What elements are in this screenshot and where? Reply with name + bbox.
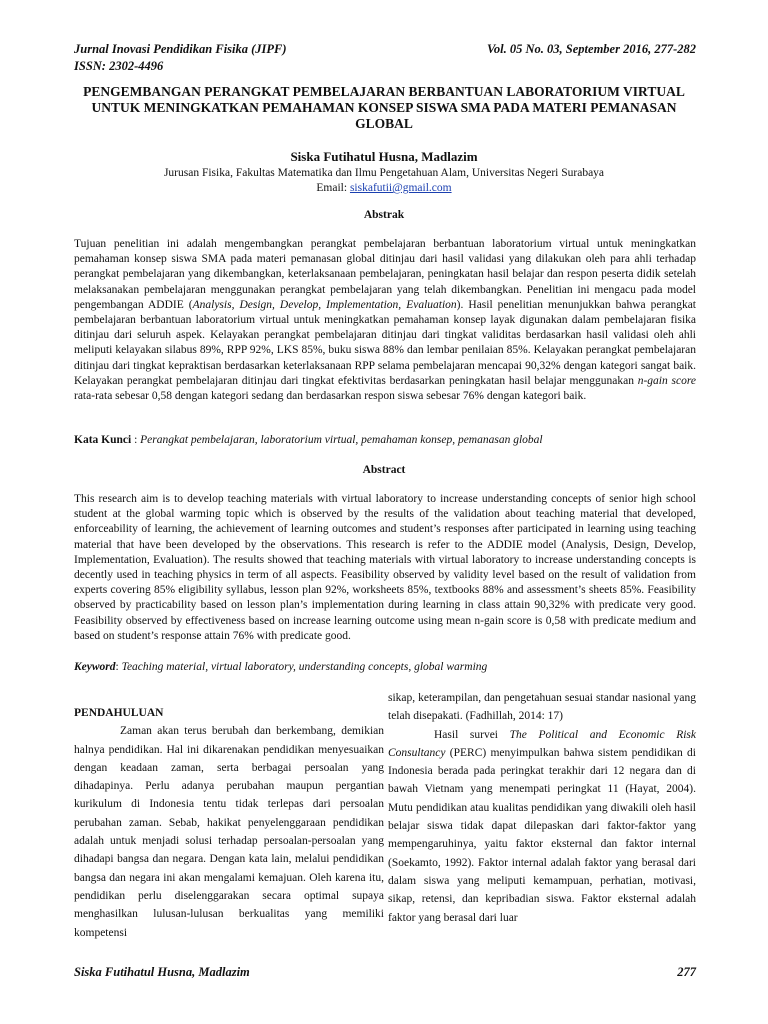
- p3-italic: The Political and Economic Risk Consultancy: [388, 728, 696, 759]
- affiliation: Jurusan Fisika, Fakultas Matematika dan Ilmu Pengetahuan Alam, Universitas Negeri Surabaya: [163, 167, 605, 179]
- pendahuluan-paragraph-2: sikap, keterampilan, dan pengetahuan sesuai standar nasional yang telah disepakati. (Fadhillah, 2014: 17): [388, 692, 696, 723]
- pendahuluan-paragraph-1: Zaman akan terus berubah dan berkembang, demikian halnya pendidikan. Hal ini dikarenakan pendidikan menyesuaikan dengan keadaan zaman, serta berbagai persoalan yang dihadapinya. Perlu adanya perubahan maupun pergantian kurikulum di Indonesia tentu tidak terlepas dari persoalan perubahan zaman. Sebab, hakikat penyelenggaraan pendidikan adalah untuk menjadi solusi terhadap persoalan-persoalan yang dihadapi bangsa dan negara. Dengan kata lain, melalui pendidikan bangsa dan negara ini akan mengalami kemajuan. Oleh karena itu, pendidikan perlu diselenggarakan secara optimal supaya menghasilkan lulusan-lulusan berkualitas yang memiliki kompetensi: [74, 725, 384, 939]
- p3-text: Hasil survei: [434, 728, 510, 741]
- p3-text: (PERC) menyimpulkan bahwa sistem pendidikan di Indonesia berada pada peringkat terakhir dari 12 negara dan di bawah Vietnam yang menempati peringkat 11 (Hayat, 2004). Mutu pendidikan atau kualitas pendidikan yang diwakili oleh hasil belajar siswa tidak dapat dilepaskan dari faktor-faktor yang mempengaruhinya, yaitu faktor eksternal dan faktor internal (Soekamto, 1992). Faktor internal adalah faktor yang berasal dari dalam siswa yang meliputi kemampuan, perhatian, motivasi, sikap, retensi, dan kepribadian siswa. Faktor eksternal adalah faktor yang berasal dari luar: [388, 746, 696, 924]
- paper-authors: Siska Futihatul Husna, Madlazim: [290, 149, 478, 164]
- abstrak-text-italic: Analysis, Design, Develop, Implementation, Evaluation: [192, 298, 457, 311]
- email-line: [0, 181, 768, 196]
- abstrak-text: [74, 237, 696, 404]
- keyword-value: Teaching material, virtual laboratory, understanding concepts, global warming: [121, 661, 488, 673]
- abstract-heading: Abstract: [362, 464, 406, 476]
- email-label: Email:: [316, 182, 350, 194]
- right-column: [388, 689, 696, 927]
- keyword-label: Keyword: [74, 661, 116, 673]
- kata-kunci-sep: :: [131, 434, 141, 446]
- journal-name: Jurnal Inovasi Pendidikan Fisika (JIPF): [74, 42, 287, 56]
- page-number: 277: [677, 965, 696, 979]
- running-footer: [74, 965, 696, 980]
- abstrak-text-italic: n-gain score: [637, 374, 696, 387]
- pendahuluan-paragraph-3: [388, 726, 696, 927]
- volume-info: Vol. 05 No. 03, September 2016, 277-282: [486, 42, 696, 56]
- kata-kunci-value: Perangkat pembelajaran, laboratorium virtual, pemahaman konsep, pemanasan global: [140, 434, 543, 446]
- abstract-text: This research aim is to develop teaching materials with virtual laboratory to increase understanding concepts of senior high school student at the global warming topic which is observed by the results of the validation about teaching material that developed, enforceability of learning, the achievement of learning outcomes and student’s responses after participated in learning using teaching material that have been developed by the observations. This research is refer to the ADDIE model (Analysis, Design, Develop, Implementation, Evaluation). The results showed that teaching materials with virtual laboratory to increase understanding concepts is decently used in teaching physics in term of all aspects. Feasibility observed by validity level based on the result of validation from experts covering 85% eligibility syllabus, lesson plan 92%, worksheets 85%, textbooks 88% and assessment’s sheets 85%. Feasibility observed by practicability based on lesson plan’s implementation during learning in class attain 90,32% with predicate very good. Feasibility observed by effectiveness based on increase learning outcome using mean n-gain score is 0,58 with predicate medium and based on student’s response attain 76% with predicate good.: [74, 493, 696, 642]
- abstrak-text-part: ). Hasil penelitian menunjukkan bahwa perangkat pembelajaran berbantuan laboratorium virtual untuk meningkatkan pemahaman konsep layak digunakan dalam pembelajaran fisika ditinjau dari seluruh aspek. Kelayakan perangkat pembelajaran ditinjau dari tingkat validitas berdasarkan hasil validasi oleh ahli meliputi kelayakan silabus 89%, RPP 92%, LKS 85%, buku siswa 88% dan lembar penilaian 85%. Kelayakan perangkat pembelajaran ditinjau dari tingkat kepraktisan berdasarkan keterlaksanaan RPP selama pembelajaran mencapai 90,32% dengan kategori sangat baik. Kelayakan perangkat pembelajaran ditinjau dari tingkat efektivitas berdasarkan peningkatan hasil belajar menggunakan: [74, 298, 697, 387]
- paper-title: PENGEMBANGAN PERANGKAT PEMBELAJARAN BERBANTUAN LABORATORIUM VIRTUAL UNTUK MENINGKATKAN PEMAHAMAN KONSEP SISWA SMA PADA MATERI PEMANASAN GLOBAL: [83, 84, 685, 131]
- running-header: [74, 41, 696, 73]
- abstrak-text-part: Tujuan penelitian ini adalah mengembangkan perangkat pembelajaran berbantuan laboratorium virtual untuk meningkatkan pemahaman konsep siswa SMA pada materi pemanasan global ditinjau dari hasil validasi yang dilakukan oleh para ahli terhadap perangkat pembelajaran yang dikembangkan, keterlaksanaan pembelajaran, peningkatan hasil belajar dan respon peserta didik setelah melaksanakan pembelajaran menggunakan perangkat pembelajaran yang telah dikembangkan. Penelitian ini mengacu pada model pengembangan ADDIE (: [74, 238, 696, 311]
- abstrak-text-part: rata-rata sebesar 0,58 dengan kategori sedang dan berdasarkan respon siswa sebesar 76% dengan kategori baik.: [74, 390, 587, 403]
- keyword-sep: :: [115, 661, 122, 673]
- email-link[interactable]: siskafutii@gmail.com: [349, 182, 452, 194]
- keyword: [74, 660, 696, 675]
- kata-kunci: [74, 433, 696, 448]
- pendahuluan-heading: PENDAHULUAN: [74, 707, 164, 719]
- kata-kunci-label: Kata Kunci: [74, 434, 132, 446]
- abstrak-heading: Abstrak: [363, 209, 405, 221]
- affiliation-block: [0, 166, 768, 196]
- issn: ISSN: 2302-4496: [74, 59, 164, 73]
- footer-authors: Siska Futihatul Husna, Madlazim: [74, 965, 250, 979]
- left-column: [74, 689, 384, 942]
